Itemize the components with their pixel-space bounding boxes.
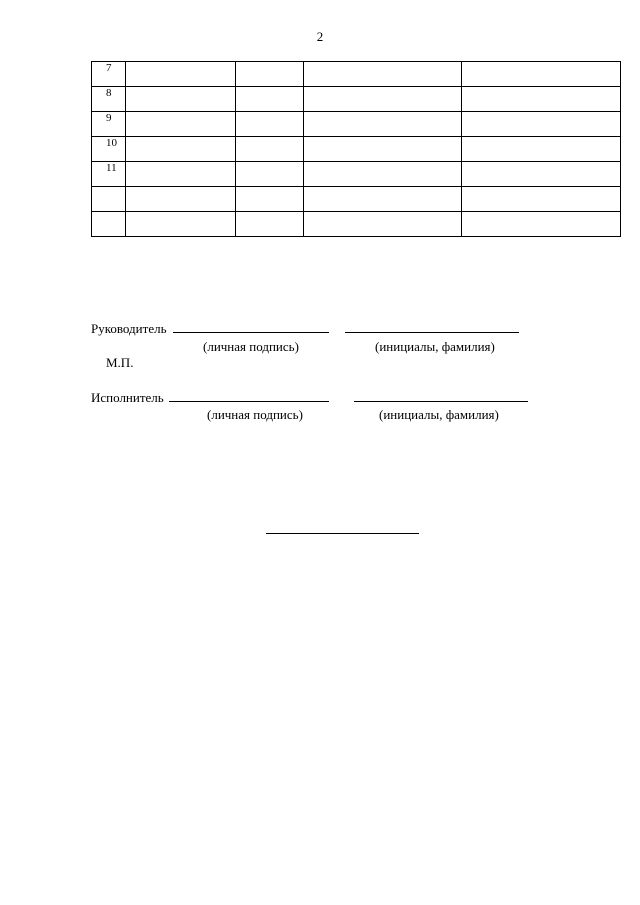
row-number-cell: [92, 187, 126, 212]
table-cell[interactable]: [304, 112, 462, 137]
table-cell[interactable]: [126, 187, 236, 212]
head-name-field[interactable]: [345, 321, 519, 333]
table-row: [92, 112, 621, 137]
table-cell[interactable]: [236, 137, 304, 162]
table-cell[interactable]: [462, 112, 621, 137]
row-number-cell: 11: [92, 162, 126, 187]
table-cell[interactable]: [462, 212, 621, 237]
head-signature-caption: (личная подпись): [203, 339, 299, 354]
table-cell[interactable]: [236, 162, 304, 187]
row-number-cell: 10: [92, 137, 126, 162]
head-signature-field[interactable]: [173, 321, 329, 333]
executor-name-caption: (инициалы, фамилия): [379, 407, 499, 422]
row-number-cell: 7: [92, 62, 126, 87]
table-cell[interactable]: [304, 162, 462, 187]
table-cell[interactable]: [236, 212, 304, 237]
table-cell[interactable]: [236, 112, 304, 137]
table-cell[interactable]: [126, 162, 236, 187]
head-label: Руководитель: [91, 321, 167, 336]
table-cell[interactable]: [236, 87, 304, 112]
table-row: [92, 87, 621, 112]
table-cell[interactable]: [236, 187, 304, 212]
executor-signature-caption: (личная подпись): [207, 407, 303, 422]
table-cell[interactable]: [126, 62, 236, 87]
row-number-cell: 8: [92, 87, 126, 112]
table-cell[interactable]: [126, 212, 236, 237]
table-cell[interactable]: [304, 187, 462, 212]
table-cell[interactable]: [462, 62, 621, 87]
table-cell[interactable]: [462, 187, 621, 212]
executor-signature-row: [91, 390, 528, 406]
table-cell[interactable]: [304, 87, 462, 112]
row-number-cell: 9: [92, 112, 126, 137]
table-cell[interactable]: [304, 137, 462, 162]
table-cell[interactable]: [462, 137, 621, 162]
table-row: [92, 212, 621, 237]
table-row: [92, 162, 621, 187]
table-cell[interactable]: [126, 112, 236, 137]
table-row: [92, 137, 621, 162]
table-cell[interactable]: [462, 162, 621, 187]
table-row: [92, 62, 621, 87]
table-cell[interactable]: [304, 62, 462, 87]
table-cell[interactable]: [236, 62, 304, 87]
table-row: [92, 187, 621, 212]
executor-label: Исполнитель: [91, 390, 164, 405]
table-cell[interactable]: [126, 87, 236, 112]
table-cell[interactable]: [126, 137, 236, 162]
table-cell[interactable]: [462, 87, 621, 112]
head-signature-row: [91, 321, 519, 337]
table-cell[interactable]: [304, 212, 462, 237]
executor-signature-field[interactable]: [169, 390, 329, 402]
head-name-caption: (инициалы, фамилия): [375, 339, 495, 354]
executor-name-field[interactable]: [354, 390, 528, 402]
stamp-label: М.П.: [106, 355, 134, 370]
form-table: [91, 61, 621, 237]
row-number-cell: [92, 212, 126, 237]
page-number: 2: [316, 29, 324, 44]
end-divider: [266, 533, 419, 534]
